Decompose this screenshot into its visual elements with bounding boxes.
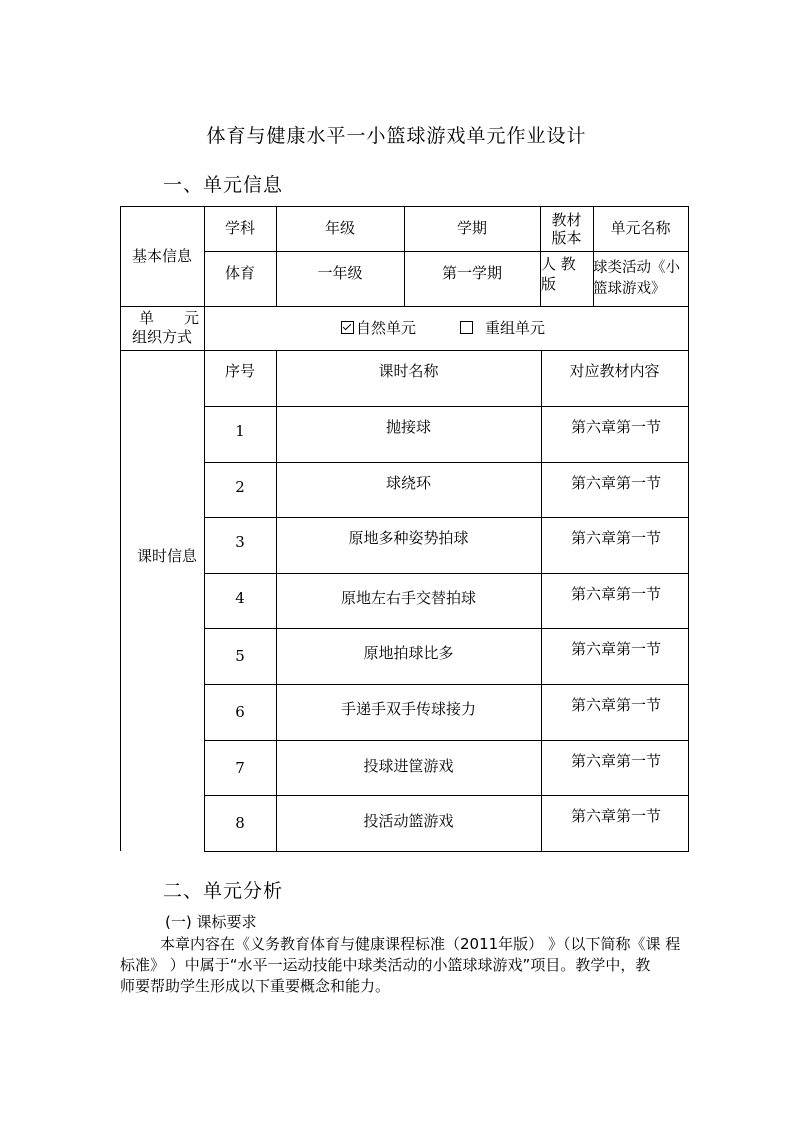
lesson-name: 原地拍球比多: [363, 643, 454, 662]
value-term: 第一学期: [441, 264, 502, 282]
document-title: 体育与健康水平一小篮球游戏单元作业设计: [206, 125, 587, 147]
basic-info-label: 基本信息: [131, 246, 192, 265]
value-edition-line2: 版: [541, 275, 557, 293]
header-subject: 学科: [224, 219, 255, 237]
subsection-heading: (一) 课标要求: [165, 913, 257, 931]
header-edition-line2: 版本: [551, 228, 582, 247]
organization-label-line2: 组织方式: [131, 328, 192, 346]
lessons-header-no: 序号: [224, 361, 255, 380]
header-unit-name: 单元名称: [610, 219, 671, 237]
regroup-unit-option[interactable]: [460, 319, 545, 338]
value-grade: 一年级: [317, 264, 363, 282]
table-line: [204, 851, 689, 852]
paragraph-line-2: 标准》 ）中属于“水平一运动技能中球类活动的小篮球球游戏”项目。教学中，教: [120, 956, 651, 974]
checked-checkbox-icon[interactable]: [341, 321, 354, 334]
organization-label-line1: 单 元: [138, 309, 199, 327]
section-heading-unit-analysis: 二、单元分析: [163, 880, 284, 902]
lesson-name: 球绕环: [385, 473, 431, 492]
lesson-no: 6: [235, 702, 245, 721]
lesson-content: 第六章第一节: [570, 806, 661, 825]
regroup-unit-label: 重组单元: [485, 318, 546, 337]
lesson-no: 1: [235, 421, 245, 440]
organization-label: [120, 306, 204, 350]
lesson-name: 投球进筐游戏: [363, 756, 454, 775]
paragraph-line-1: 本章内容在《义务教育体育与健康课程标准（2011年版） 》（以下简称《课 程: [160, 935, 681, 953]
lessons-header-name: 课时名称: [378, 361, 439, 380]
value-edition: [541, 252, 593, 296]
organization-options: [204, 306, 688, 350]
lesson-no: 2: [235, 477, 245, 496]
lesson-content: 第六章第一节: [570, 473, 661, 492]
lesson-no: 5: [235, 646, 245, 665]
lesson-content: 第六章第一节: [570, 751, 661, 770]
lesson-no: 7: [235, 758, 245, 777]
lesson-name: 原地多种姿势拍球: [348, 528, 469, 547]
lesson-name: 抛接球: [385, 417, 431, 436]
lesson-content: 第六章第一节: [570, 639, 661, 658]
lesson-no: 3: [235, 532, 245, 551]
paragraph-line-3: 师要帮助学生形成以下重要概念和能力。: [120, 977, 391, 995]
lessons-header-content: 对应教材内容: [569, 361, 660, 380]
lesson-no: 4: [235, 588, 245, 607]
lesson-content: 第六章第一节: [570, 695, 661, 714]
lesson-name: 手递手双手传球接力: [340, 699, 476, 718]
lesson-content: 第六章第一节: [570, 417, 661, 436]
lesson-name: 投活动篮游戏: [363, 811, 454, 830]
natural-unit-option[interactable]: [341, 319, 416, 338]
header-term: 学期: [456, 219, 487, 237]
header-edition: [540, 206, 593, 251]
value-subject: 体育: [224, 264, 255, 282]
value-unit-name-line2: 篮球游戏》: [593, 281, 666, 297]
section-heading-unit-info: 一、单元信息: [163, 174, 284, 196]
lesson-no: 8: [235, 813, 245, 832]
lesson-content: 第六章第一节: [570, 584, 661, 603]
value-edition-line1: 人 教: [541, 255, 576, 273]
checkbox-icon[interactable]: [460, 321, 473, 334]
value-unit-name-line1: 球类活动《小: [593, 260, 680, 276]
lesson-content: 第六章第一节: [570, 528, 661, 547]
value-unit-name: [593, 254, 688, 304]
lesson-name: 原地左右手交替拍球: [340, 588, 476, 607]
header-edition-line1: 教材: [551, 210, 582, 229]
header-grade: 年级: [324, 219, 355, 237]
lessons-label: 课时信息: [136, 546, 197, 565]
natural-unit-label: 自然单元: [355, 318, 416, 337]
